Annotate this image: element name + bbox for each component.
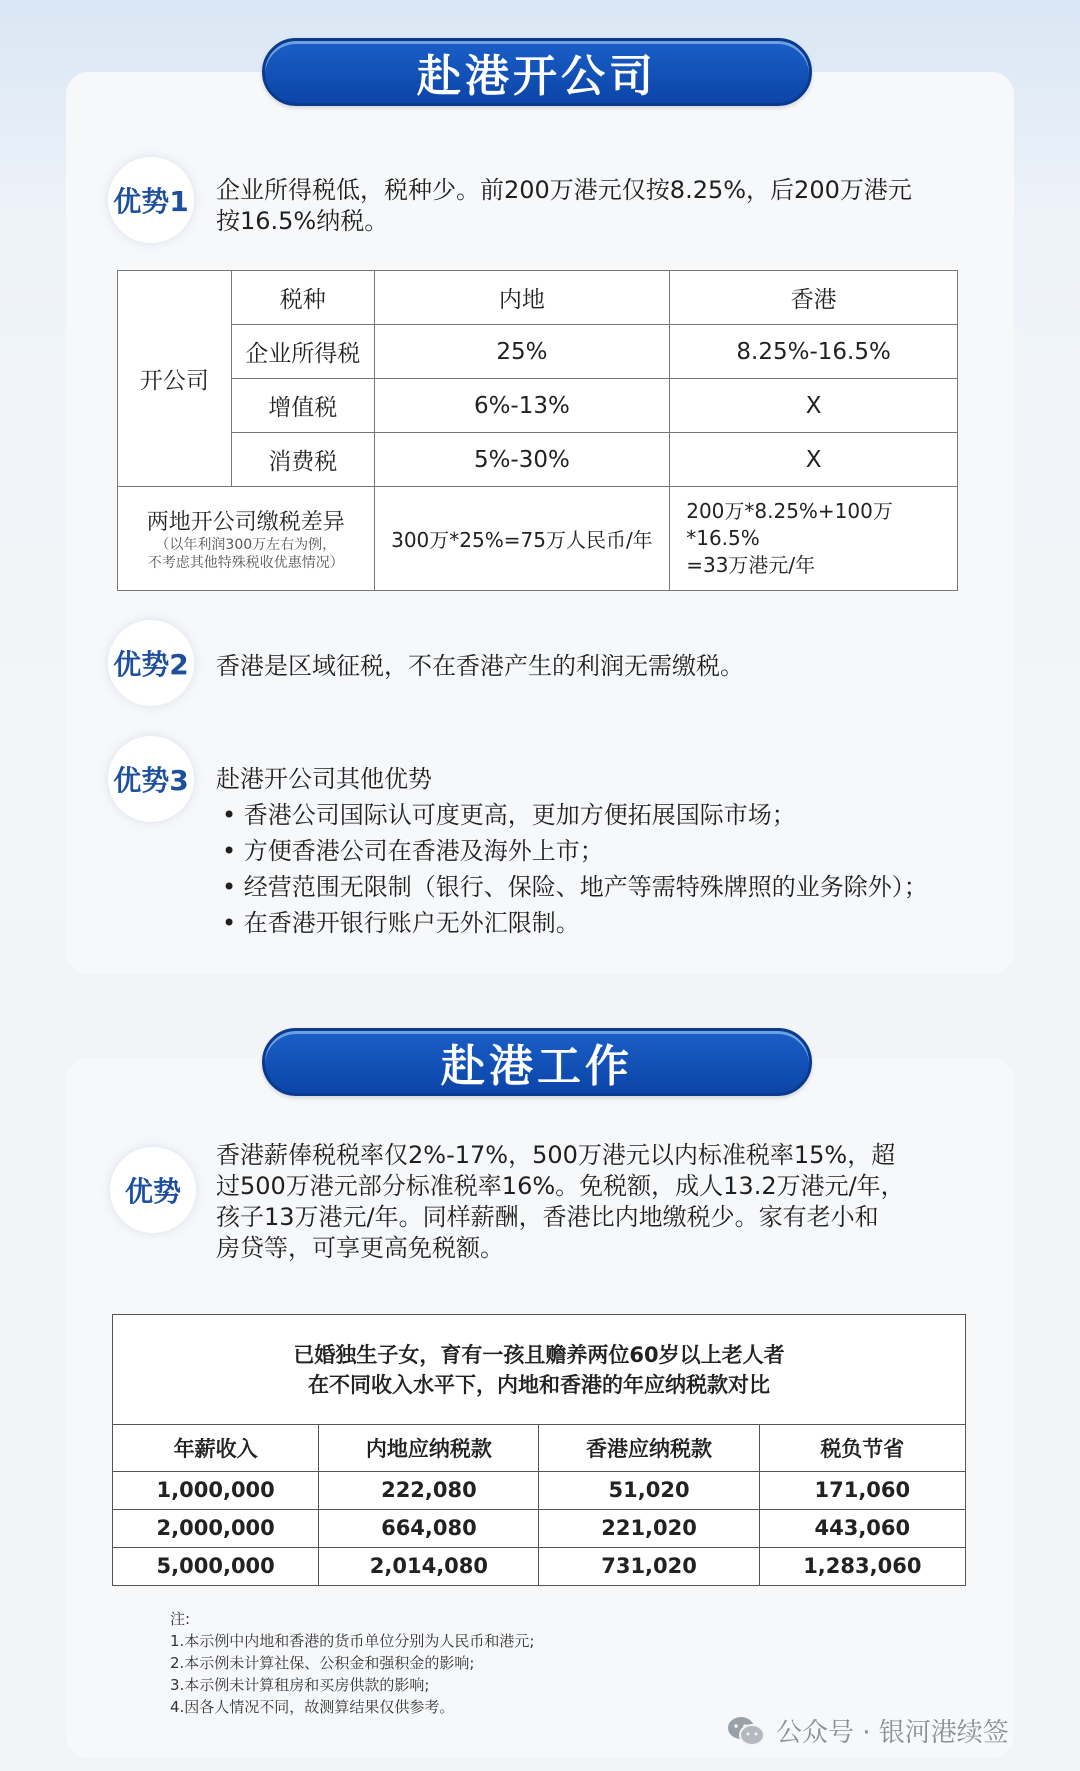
diff-hk-line2: =33万港元/年 <box>686 553 816 577</box>
adv3-text: 赴港开公司其他优势 <box>216 765 432 793</box>
diff-label: 两地开公司缴税差异 <box>146 510 345 535</box>
adv1-text-line1: 企业所得税低，税种少。前200万港元仅按8.25%，后200万港元 <box>216 176 912 204</box>
salary-cell: 1,000,000 <box>113 1471 319 1509</box>
table-row <box>118 325 958 379</box>
mainland-tax-cell: 2,014,080 <box>319 1547 539 1585</box>
tax-name-cell: 增值税 <box>231 379 374 433</box>
table-row <box>118 379 958 433</box>
adv1-text <box>216 175 912 237</box>
header-cell: 香港应纳税款 <box>539 1425 759 1471</box>
hk-cell: 8.25%-16.5% <box>670 325 958 379</box>
note-item: 1.本示例中内地和香港的货币单位分别为人民币和港元; <box>170 1632 535 1650</box>
adv3-badge-label: 优势3 <box>113 764 189 797</box>
mainland-cell: 6%-13% <box>374 379 670 433</box>
diff-label-cell <box>118 487 375 591</box>
diff-mainland-cell: 300万*25%=75万人民币/年 <box>374 487 670 591</box>
tax-comparison-table <box>117 270 958 591</box>
header-cell: 税种 <box>231 271 374 325</box>
table-row <box>118 271 958 325</box>
tax-name-cell: 企业所得税 <box>231 325 374 379</box>
header-cell: 内地 <box>374 271 670 325</box>
salary-cell: 2,000,000 <box>113 1509 319 1547</box>
work-adv-line2: 过500万港元部分标准税率16%。免税额，成人13.2万港元/年， <box>216 1172 905 1200</box>
salary-table-caption <box>113 1315 965 1425</box>
hk-tax-cell: 221,020 <box>539 1509 759 1547</box>
adv1-badge-label: 优势1 <box>113 185 189 218</box>
diff-note-line2: 不考虑其他特殊税收优惠情况） <box>147 555 344 571</box>
diff-hk-cell <box>670 487 958 591</box>
section2-title-banner <box>262 1028 812 1096</box>
saving-cell: 443,060 <box>759 1509 965 1547</box>
watermark <box>726 1712 1009 1749</box>
work-adv-line4: 房贷等，可享更高免税额。 <box>216 1234 504 1262</box>
mainland-cell: 5%-30% <box>374 433 670 487</box>
adv2-text: 香港是区域征税，不在香港产生的利润无需缴税。 <box>216 652 744 680</box>
hk-cell: X <box>670 379 958 433</box>
header-cell: 税负节省 <box>759 1425 965 1471</box>
hk-cell: X <box>670 433 958 487</box>
list-item: • 经营范围无限制（银行、保险、地产等需特殊牌照的业务除外）； <box>222 869 928 905</box>
header-cell: 内地应纳税款 <box>319 1425 539 1471</box>
caption-line1: 已婚独生子女，育有一孩且赡养两位60岁以上老人者 <box>293 1342 785 1367</box>
mainland-tax-cell: 222,080 <box>319 1471 539 1509</box>
work-adv-text <box>216 1140 905 1264</box>
adv1-badge <box>108 157 194 243</box>
table-row <box>113 1471 965 1509</box>
watermark-text: 公众号 · 银河港续签 <box>776 1718 1009 1748</box>
group-label-cell: 开公司 <box>118 271 232 487</box>
section1-title-banner <box>262 38 812 106</box>
note-item: 3.本示例未计算租房和买房供款的影响; <box>170 1676 430 1694</box>
table-header-row <box>113 1425 965 1471</box>
list-item: • 方便香港公司在香港及海外上市； <box>222 833 928 869</box>
table-row <box>118 487 958 591</box>
work-adv-line1: 香港薪俸税税率仅2%-17%，500万港元以内标准税率15%，超 <box>216 1141 896 1169</box>
diff-hk-line1: 200万*8.25%+100万*16.5% <box>686 499 893 550</box>
section2-title: 赴港工作 <box>441 1041 633 1092</box>
salary-cell: 5,000,000 <box>113 1547 319 1585</box>
table-row <box>113 1509 965 1547</box>
diff-note-line1: （以年利润300万左右为例， <box>155 537 337 553</box>
header-cell: 香港 <box>670 271 958 325</box>
notes-block <box>170 1608 534 1718</box>
header-cell: 年薪收入 <box>113 1425 319 1471</box>
note-item: 2.本示例未计算社保、公积金和强积金的影响; <box>170 1654 475 1672</box>
work-adv-badge <box>110 1147 196 1233</box>
adv2-badge-label: 优势2 <box>113 648 189 681</box>
salary-tax-table <box>113 1425 965 1585</box>
note-item: 4.因各人情况不同，故测算结果仅供参考。 <box>170 1698 455 1716</box>
adv1-text-line2: 按16.5%纳税。 <box>216 207 389 235</box>
table-row <box>118 433 958 487</box>
mainland-tax-cell: 664,080 <box>319 1509 539 1547</box>
list-item: • 香港公司国际认可度更高，更加方便拓展国际市场； <box>222 797 928 833</box>
adv3-bullet-list <box>222 797 928 941</box>
mainland-cell: 25% <box>374 325 670 379</box>
tax-name-cell: 消费税 <box>231 433 374 487</box>
work-adv-badge-label: 优势 <box>124 1175 181 1208</box>
adv3-badge <box>108 736 194 822</box>
hk-tax-cell: 731,020 <box>539 1547 759 1585</box>
wechat-icon <box>726 1714 766 1748</box>
caption-line2: 在不同收入水平下，内地和香港的年应纳税款对比 <box>308 1372 770 1397</box>
table-row <box>113 1547 965 1585</box>
hk-tax-cell: 51,020 <box>539 1471 759 1509</box>
saving-cell: 1,283,060 <box>759 1547 965 1585</box>
work-adv-line3: 孩子13万港元/年。同样薪酬，香港比内地缴税少。家有老小和 <box>216 1203 879 1231</box>
section1-title: 赴港开公司 <box>417 51 657 102</box>
adv2-badge <box>108 620 194 706</box>
notes-title: 注: <box>170 1610 191 1628</box>
saving-cell: 171,060 <box>759 1471 965 1509</box>
salary-tax-table-box <box>112 1314 966 1586</box>
list-item: • 在香港开银行账户无外汇限制。 <box>222 905 928 941</box>
